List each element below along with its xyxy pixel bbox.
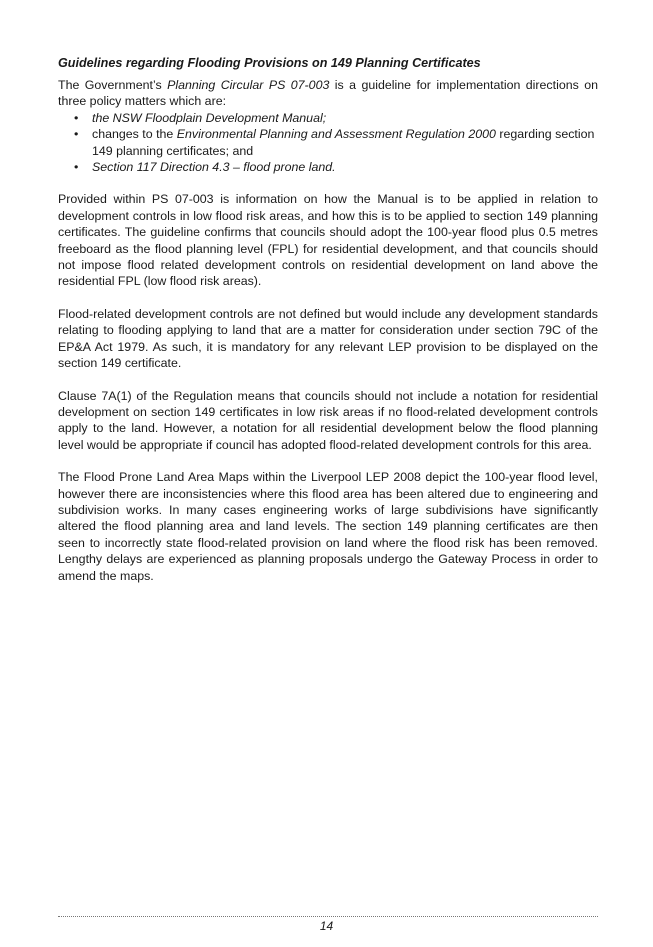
bullet-icon: •	[74, 160, 79, 175]
list-item-text-italic: Environmental Planning and Assessment Regulation 2000	[176, 127, 496, 142]
section-heading: Guidelines regarding Flooding Provisions on 149 Planning Certificates	[58, 56, 481, 70]
document-page	[58, 55, 598, 600]
list-item-text-post: regarding section 149 planning certificates; and	[92, 127, 595, 158]
footer-divider	[58, 916, 598, 917]
paragraph-clause-7a: Clause 7A(1) of the Regulation means that councils should not include a notation for residential development on section 149 certificates in low risk areas if no flood-related development controls apply to the land. However, a notation for all residential development below the flood planning level would be appropriate if council has adopted flood-related development controls for this area.	[58, 388, 598, 452]
bullet-icon: •	[74, 110, 79, 125]
paragraph-flood-controls: Flood-related development controls are not defined but would include any development standards relating to flooding applying to land that are a matter for consideration under section 79C of the EP&A Act 1979. As such, it is mandatory for any relevant LEP provision to be displayed on the section 149 certificate.	[58, 306, 598, 371]
list-item	[58, 110, 598, 126]
list-item	[58, 126, 598, 159]
intro-circular-reference: Planning Circular PS 07-003	[167, 78, 330, 92]
policy-matters-list	[58, 110, 598, 176]
list-item-text-italic: Section 117 Direction 4.3 – flood prone land.	[92, 160, 336, 175]
paragraph-ps07003: Provided within PS 07-003 is information on how the Manual is to be applied in relation to development controls in low flood risk areas, and how this is to be applied to section 149 planning certificates. The guideline confirms that councils should adopt the 100-year flood plus 0.5 metres freeboard as the flood planning level (FPL) for residential development, and that councils should not impose flood related development controls on residential development on land above the residential FPL (low flood risk areas).	[58, 192, 598, 289]
intro-paragraph	[58, 77, 598, 110]
list-item-text-italic: the NSW Floodplain Development Manual;	[92, 110, 327, 125]
intro-text-end: is a guideline for implementation directions on three policy matters which are:	[58, 78, 598, 109]
bullet-icon: •	[74, 127, 79, 142]
list-item	[58, 159, 598, 175]
list-item-text-pre: changes to the	[92, 127, 177, 142]
paragraph-flood-maps: The Flood Prone Land Area Maps within the Liverpool LEP 2008 depict the 100-year flood level, however there are inconsistencies where this flood area has been altered due to engineering and subdivision works. In many cases engineering works of large subdivisions have significantly altered the flood planning area and land levels. The section 149 planning certificates are then seen to incorrectly state flood-related provision on land where the flood risk has been removed. Lengthy delays are experienced as planning proposals undergo the Gateway Process in order to amend the maps.	[58, 470, 598, 583]
page-number: 14	[319, 919, 334, 933]
intro-text-start: The Government’s	[58, 78, 168, 92]
